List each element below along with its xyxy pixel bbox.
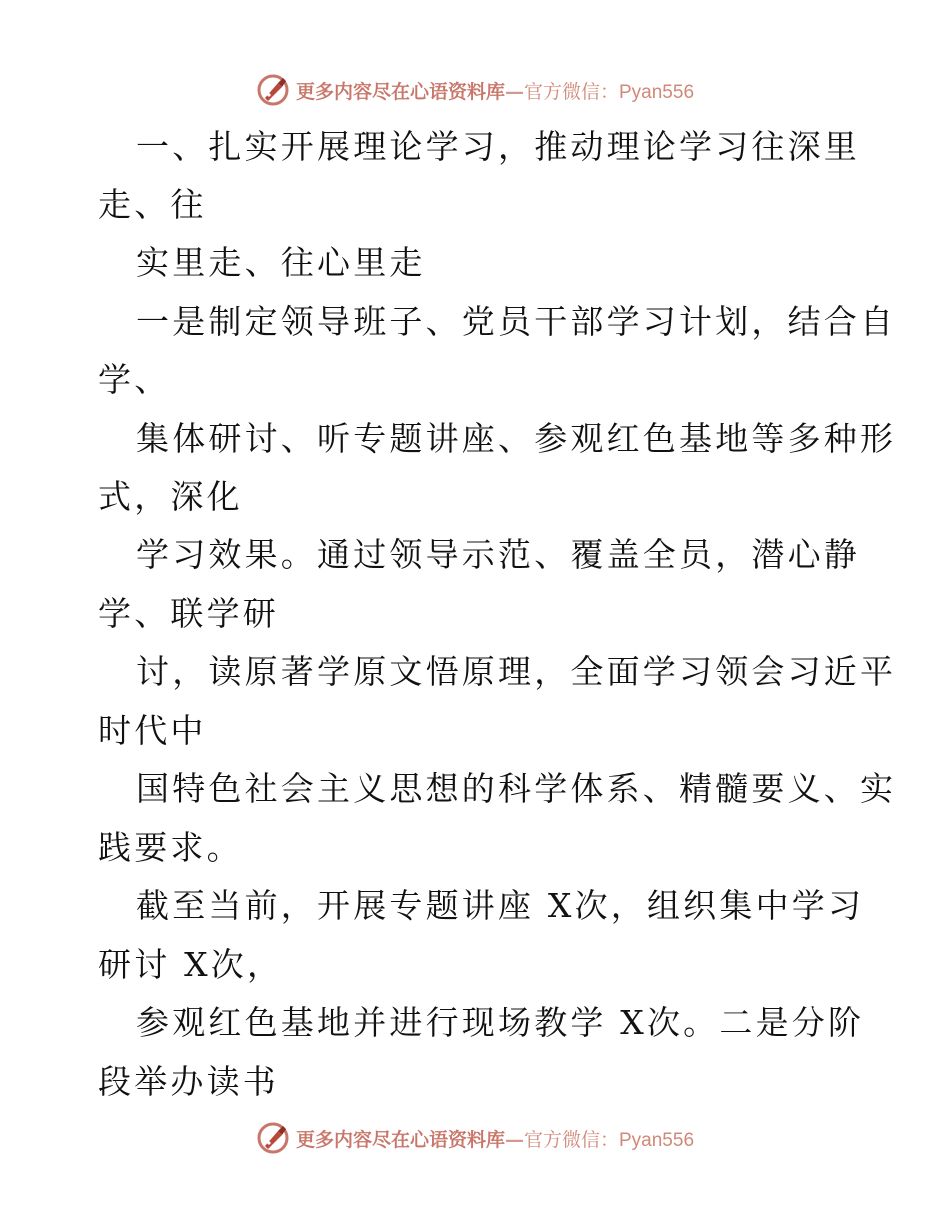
text-line: 时代中 xyxy=(98,711,207,750)
watermark-brand: 更多内容尽在心语资料库 xyxy=(295,80,505,103)
text-line: 一是制定领导班子、党员干部学习计划，结合自 xyxy=(136,302,897,341)
header-watermark xyxy=(0,70,950,110)
watermark-contact: 官方微信：Pyan556 xyxy=(524,81,695,103)
watermark-separator: — xyxy=(505,1128,524,1151)
footer-watermark xyxy=(0,1118,950,1158)
pen-nib-seal-icon xyxy=(256,73,290,107)
text-line: 式，深化 xyxy=(98,477,243,516)
text-line: 段举办读书 xyxy=(98,1062,279,1101)
text-line: 讨，读原著学原文悟原理，全面学习领会习近平 xyxy=(136,652,897,691)
text-line: 截至当前，开展专题讲座 X次，组织集中学习 xyxy=(136,886,865,925)
text-line: 学习效果。通过领导示范、覆盖全员，潜心静 xyxy=(136,535,860,574)
text-line: 研讨 X次， xyxy=(98,945,284,984)
watermark-brand: 更多内容尽在心语资料库 xyxy=(295,1128,505,1151)
pen-nib-seal-icon xyxy=(256,1121,290,1155)
text-line: 实里走、往心里走 xyxy=(136,243,426,282)
text-line: 参观红色基地并进行现场教学 X次。二是分阶 xyxy=(136,1003,865,1042)
text-line: 走、往 xyxy=(98,185,207,224)
watermark-separator: — xyxy=(505,80,524,103)
text-line: 一、扎实开展理论学习，推动理论学习往深里 xyxy=(136,127,860,166)
text-line: 学、 xyxy=(98,360,171,399)
watermark-contact: 官方微信：Pyan556 xyxy=(524,1129,695,1151)
text-line: 学、联学研 xyxy=(98,594,279,633)
text-line: 践要求。 xyxy=(98,828,243,867)
text-line: 集体研讨、听专题讲座、参观红色基地等多种形 xyxy=(136,419,897,458)
text-line: 国特色社会主义思想的科学体系、精髓要义、实 xyxy=(136,769,897,808)
